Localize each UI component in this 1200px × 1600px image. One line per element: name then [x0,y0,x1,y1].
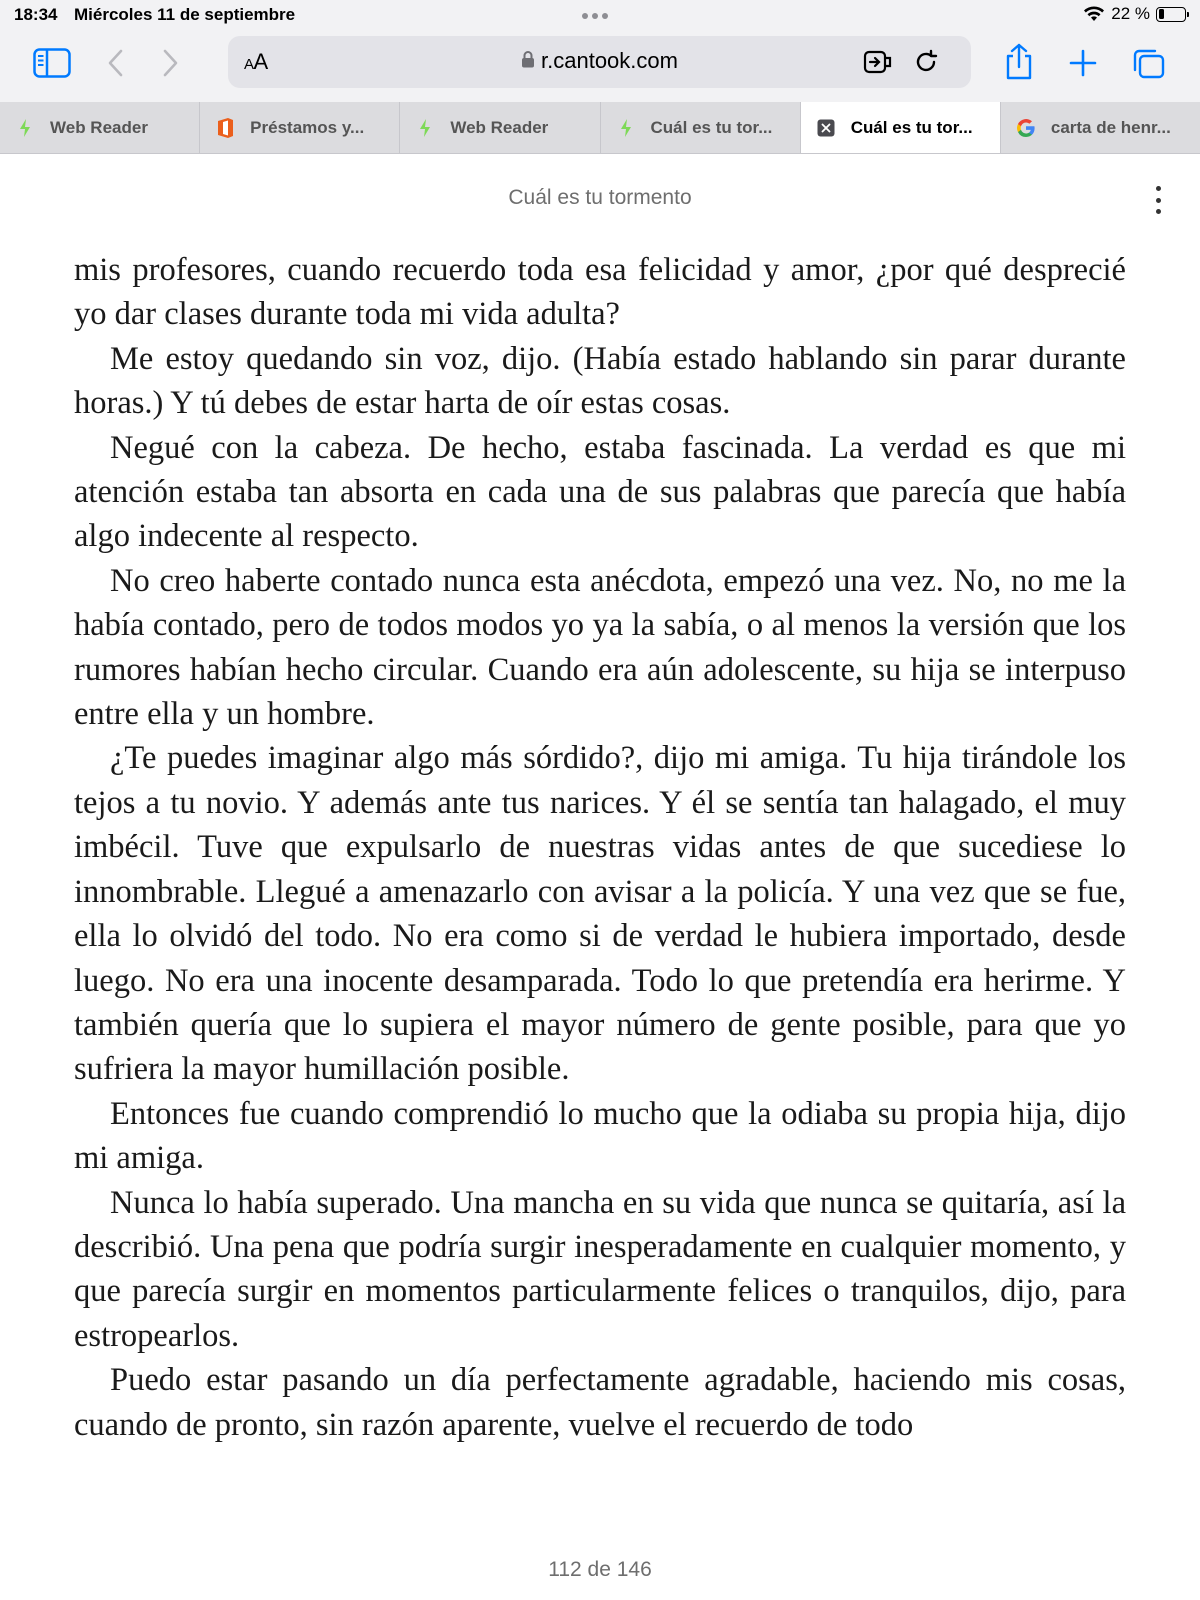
paragraph: Puedo estar pasando un día perfectamente agradable, haciendo mis cosas, cuando de pronto, sin razón aparente, vuelve el recuerdo de todo [74,1362,1126,1443]
share-icon[interactable] [1002,42,1036,82]
url-text: r.cantook.com [541,48,678,73]
paragraph: Me estoy quedando sin voz, dijo. (Había estado hablando sin parar durante horas.) Y tú debes de estar harta de oír estas cosas. [74,340,1126,422]
forward-chevron-icon[interactable] [158,46,184,80]
status-indicators [1083,4,1186,24]
tab-cual-es-tu-tormento-1[interactable] [601,102,801,153]
bolt-icon [414,117,436,139]
battery-percentage: 22 % [1111,4,1150,23]
tab-label: Web Reader [450,117,549,137]
paragraph: mis profesores, cuando recuerdo toda esa felicidad y amor, ¿por qué desprecié yo dar clases durante toda mi vida adulta? [74,252,1126,333]
tab-overview-icon[interactable] [1130,46,1168,82]
text-size-button[interactable]: AA [244,49,268,74]
more-options-icon[interactable] [1152,186,1164,214]
tab-label: Web Reader [50,117,148,137]
book-title: Cuál es tu tormento [508,186,692,209]
address-bar[interactable] [228,36,971,88]
back-chevron-icon[interactable] [102,46,128,80]
reload-icon[interactable] [911,47,941,77]
paragraph: No creo haberte contado nunca esta anécdota, empezó una vez. No, no me la había contado, pero de todos modos yo ya la sabía, o al menos la versión que los rumores habían hecho circular. Cuando era aún adolescente, su hija se interpuso entre ella y un hombre. [74,562,1126,733]
google-icon [1015,117,1037,139]
office-icon [214,117,236,139]
status-time: 18:34 [14,5,58,24]
browser-toolbar [0,30,1200,102]
tab-web-reader-2[interactable] [400,102,600,153]
tab-label: Préstamos y... [250,117,365,137]
tab-label: Cuál es tu tor... [850,117,973,137]
lock-icon [521,50,535,73]
new-tab-icon[interactable] [1066,46,1100,80]
tab-cual-es-tu-tormento-active[interactable] [801,102,1001,153]
book-page-text [74,248,1126,1447]
bolt-icon [14,117,36,139]
tab-web-reader-1[interactable] [0,102,200,153]
sidebar-icon[interactable] [32,46,72,80]
status-date: Miércoles 11 de septiembre [74,5,296,24]
reader-extension-icon[interactable] [862,47,896,77]
tab-prestamos[interactable] [200,102,400,153]
page-counter: 112 de 146 [548,1558,652,1581]
tab-label: Cuál es tu tor... [650,117,773,137]
bolt-icon [615,117,637,139]
multitasking-dots-icon[interactable] [582,13,608,19]
status-bar [0,0,1200,30]
tab-bar [0,102,1200,154]
paragraph: Nunca lo había superado. Una mancha en su vida que nunca se quitaría, así la describió. Una pena que podría surgir inesperadamente en cualquier momento, y que parecía surgir en momentos particularmente felices o tranquilos, dijo, para estropearlos. [74,1184,1126,1354]
paragraph: Entonces fue cuando comprendió lo mucho que la odiaba su propia hija, dijo mi amiga. [74,1095,1126,1177]
tab-carta-de-henr[interactable] [1001,102,1200,153]
close-icon[interactable] [815,117,837,139]
battery-icon [1156,7,1186,22]
paragraph: Negué con la cabeza. De hecho, estaba fascinada. La verdad es que mi atención estaba tan absorta en cada una de sus palabras que parecía que había algo indecente al respecto. [74,429,1126,555]
wifi-icon [1083,6,1105,22]
tab-label: carta de henr... [1050,117,1171,137]
paragraph: ¿Te puedes imaginar algo más sórdido?, dijo mi amiga. Tu hija tirándole los tejos a tu novio. Y además ante tus narices. Y él se sentía tan halagado, el muy imbécil. Tuve que expulsarlo de nuestras vidas antes de que sucediese lo innombrable. Llegué a amenazarlo con avisar a la policía. Y una vez que se fue, ella lo olvidó del todo. No era como si de verdad le hubiera importado, desde luego. No era una inocente desamparada. Todo lo que pretendía era herirme. Y también quería que lo supiera el mayor número de gente posible, para que yo sufriera la mayor humillación posible. [74,740,1126,1088]
